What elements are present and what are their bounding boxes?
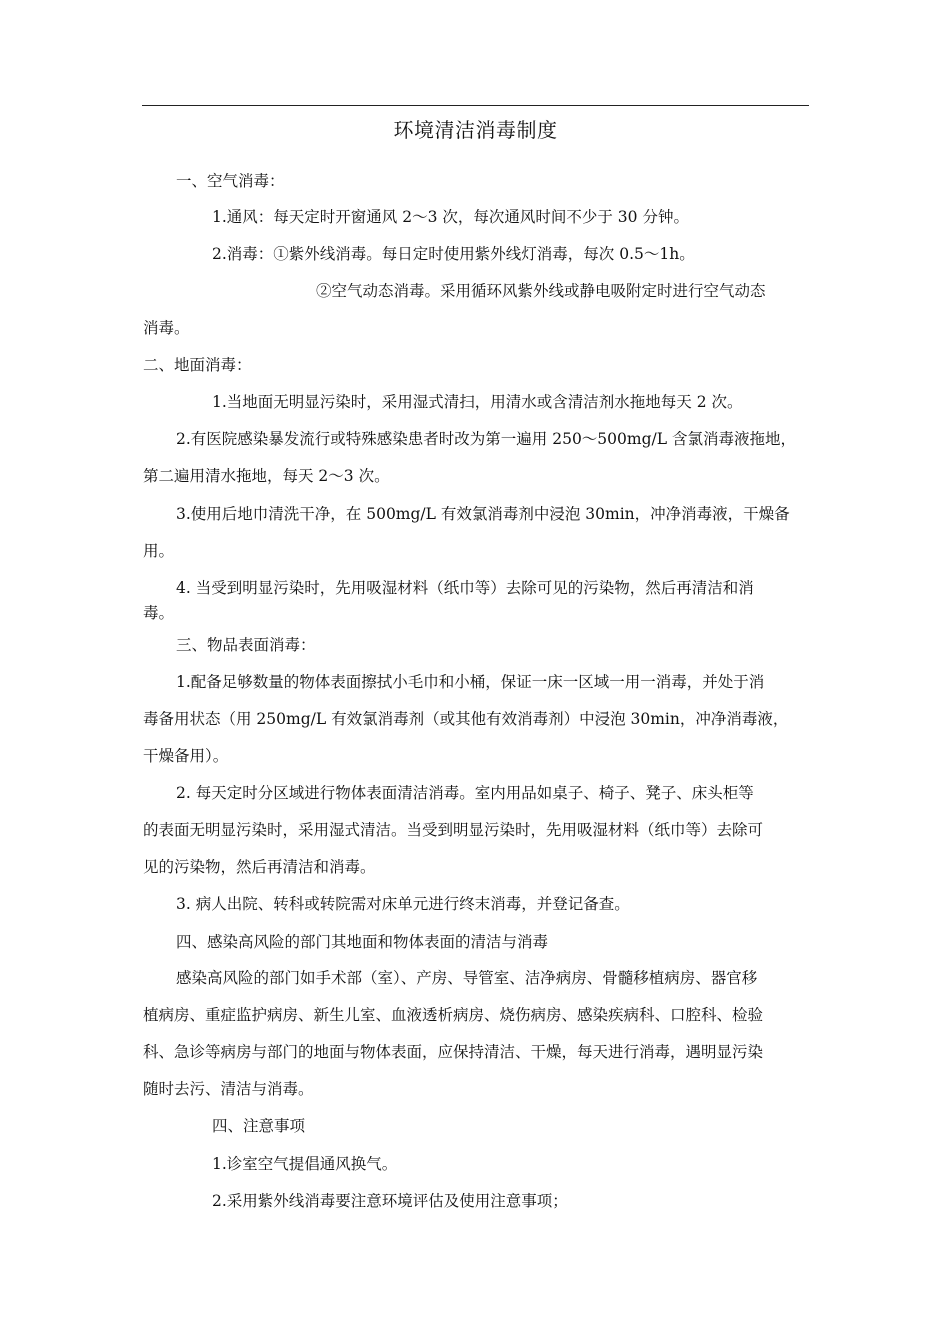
surface-item1-line3: 干燥备用）。 (143, 747, 229, 765)
floor-item2-line1-text: 2.有医院感染暴发流行或特殊感染患者时改为第一遍用 250～500mg/L 含氯消毒液拖地， (176, 430, 796, 448)
surface-item3: 3. 病人出院、转科或转院需对床单元进行终末消毒，并登记备查。 (176, 895, 630, 913)
document-title: 环境清洁消毒制度 (393, 118, 558, 142)
surface-item1-line2: 毒备用状态（用 250mg/L 有效氯消毒剂（或其他有效消毒剂）中浸泡 30min，冲净消毒液， (143, 710, 789, 728)
floor-item1: 1.当地面无明显污染时，采用湿式清扫，用清水或含清洁剂水拖地每天 2 次。 (212, 393, 743, 411)
section-heading-floor: 二、地面消毒： (143, 356, 252, 374)
floor-item4-line2: 毒。 (143, 604, 175, 622)
high-risk-para-line2: 植病房、重症监护病房、新生儿室、血液透析病房、烧伤病房、感染疾病科、口腔科、检验 (143, 1006, 764, 1024)
surface-item2-line2: 的表面无明显污染时，采用湿式清洁。当受到明显污染时，先用吸湿材料（纸巾等）去除可 (143, 821, 764, 839)
air-item-dynamic-line2: 消毒。 (143, 319, 190, 337)
section-heading-notes: 四、注意事项 (212, 1117, 306, 1135)
surface-item2-line3: 见的污染物，然后再清洁和消毒。 (143, 858, 376, 876)
notes-item2: 2.采用紫外线消毒要注意环境评估及使用注意事项； (212, 1192, 568, 1210)
header-rule (142, 105, 809, 106)
floor-item3-line1: 3.使用后地巾清洗干净，在 500mg/L 有效氯消毒剂中浸泡 30min，冲净消毒液，干燥备 (176, 505, 790, 523)
air-item-dynamic-line1: ②空气动态消毒。采用循环风紫外线或静电吸附定时进行空气动态 (316, 282, 766, 300)
high-risk-para-line4: 随时去污、清洁与消毒。 (143, 1080, 314, 1098)
high-risk-para-line3: 科、急诊等病房与部门的地面与物体表面，应保持清洁、干燥，每天进行消毒，遇明显污染 (143, 1043, 764, 1061)
section-heading-air: 一、空气消毒： (176, 172, 285, 190)
floor-item4-line1: 4. 当受到明显污染时，先用吸湿材料（纸巾等）去除可见的污染物，然后再清洁和消 (176, 579, 754, 597)
notes-item1: 1.诊室空气提倡通风换气。 (212, 1155, 398, 1173)
floor-item2-line2: 第二遍用清水拖地，每天 2～3 次。 (143, 467, 390, 485)
floor-item3-line2: 用。 (143, 542, 175, 560)
surface-item2-line1: 2. 每天定时分区域进行物体表面清洁消毒。室内用品如桌子、椅子、凳子、床头柜等 (176, 784, 754, 802)
high-risk-para-line1: 感染高风险的部门如手术部（室）、产房、导管室、洁净病房、骨髓移植病房、器官移 (176, 969, 758, 987)
air-item-disinfection: 2.消毒：①紫外线消毒。每日定时使用紫外线灯消毒，每次 0.5～1h。 (212, 245, 695, 263)
floor-item2-line1 (176, 428, 812, 450)
air-item-ventilation: 1.通风：每天定时开窗通风 2～3 次，每次通风时间不少于 30 分钟。 (212, 208, 689, 226)
section-heading-surface: 三、物品表面消毒： (176, 636, 316, 654)
surface-item1-line1: 1.配备足够数量的物体表面擦拭小毛巾和小桶，保证一床一区域一用一消毒，并处于消 (176, 673, 765, 691)
section-heading-high-risk: 四、感染高风险的部门其地面和物体表面的清洁与消毒 (176, 933, 549, 951)
